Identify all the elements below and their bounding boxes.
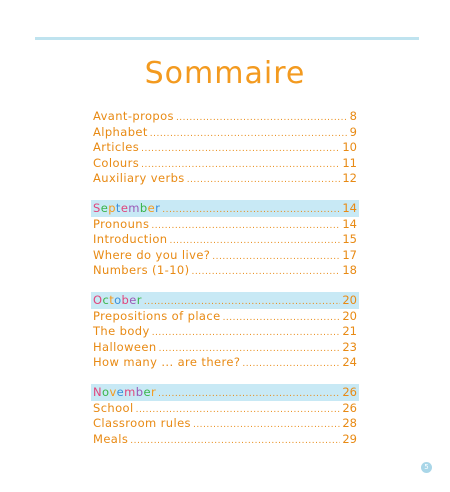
dot-leader <box>130 434 340 450</box>
dot-leader <box>212 250 340 266</box>
entry-label: Where do you live? <box>93 247 211 262</box>
page-ref: 17 <box>342 247 357 262</box>
toc-entry[interactable] <box>91 125 359 141</box>
toc-entry[interactable] <box>91 109 359 125</box>
month-label: October <box>93 292 142 307</box>
entry-label: Articles <box>93 140 140 154</box>
toc-entry[interactable] <box>91 340 359 356</box>
toc-month-header[interactable] <box>91 384 359 401</box>
dot-leader <box>151 219 340 235</box>
toc-entry[interactable] <box>91 309 359 325</box>
entry-label: Numbers (1-10) <box>93 263 190 277</box>
entry-label: Prepositions of place <box>93 308 221 323</box>
page-ref: 28 <box>342 416 357 430</box>
toc-month-header[interactable] <box>91 292 359 309</box>
page-ref: 14 <box>342 200 357 215</box>
page-ref: 23 <box>342 339 357 354</box>
toc-entry[interactable] <box>91 324 359 340</box>
toc-entry[interactable] <box>91 432 359 448</box>
entry-label: Auxiliary verbs <box>93 171 185 185</box>
entry-label: Meals <box>93 431 129 446</box>
toc-entry[interactable] <box>91 248 359 264</box>
dot-leader <box>187 173 341 189</box>
page-ref: 26 <box>342 400 357 415</box>
page-ref: 14 <box>342 216 357 231</box>
page-ref: 21 <box>342 324 357 338</box>
dot-leader <box>193 418 340 434</box>
page-ref: 29 <box>342 431 357 446</box>
entry-label: Alphabet <box>93 124 148 139</box>
dot-leader <box>158 386 340 403</box>
entry-label: School <box>93 400 134 415</box>
page-ref: 20 <box>342 292 357 307</box>
entry-label: How many ... are there? <box>93 355 241 369</box>
page-ref: 24 <box>342 355 357 369</box>
month-label: September <box>93 200 161 215</box>
page-ref: 18 <box>342 263 357 277</box>
toc-entry[interactable] <box>91 401 359 417</box>
toc-entry[interactable] <box>91 416 359 432</box>
table-of-contents <box>91 109 359 460</box>
page-ref: 11 <box>342 155 357 170</box>
toc-entry[interactable] <box>91 232 359 248</box>
page-ref: 9 <box>349 124 357 139</box>
entry-label: Halloween <box>93 339 157 354</box>
page-ref: 8 <box>349 109 357 123</box>
toc-month-section <box>91 200 359 279</box>
toc-entry[interactable] <box>91 171 359 187</box>
entry-label: Pronouns <box>93 216 150 231</box>
dot-leader <box>152 326 341 342</box>
page-ref: 20 <box>342 308 357 323</box>
toc-month-section <box>91 292 359 371</box>
entry-label: Avant-propos <box>93 109 174 123</box>
toc-entry[interactable] <box>91 355 359 371</box>
page-title: Sommaire <box>144 56 306 91</box>
dot-leader <box>192 265 341 281</box>
page-ref: 26 <box>342 384 357 399</box>
toc-month-section <box>91 384 359 448</box>
dot-leader <box>242 357 340 373</box>
entry-label: Colours <box>93 155 140 170</box>
page-ref: 15 <box>342 232 357 246</box>
page-ref: 12 <box>342 171 357 185</box>
toc-entry[interactable] <box>91 263 359 279</box>
entry-label: Classroom rules <box>93 416 191 430</box>
toc-month-header[interactable] <box>91 200 359 217</box>
month-label: November <box>93 384 157 399</box>
page-ref: 10 <box>342 140 357 154</box>
dot-leader <box>223 311 341 327</box>
entry-label: Introduction <box>93 232 168 246</box>
dot-leader <box>162 202 340 219</box>
toc-entry[interactable] <box>91 156 359 172</box>
dot-leader <box>150 127 348 143</box>
toc-intro-group <box>91 109 359 187</box>
top-divider <box>35 37 419 40</box>
toc-entry[interactable] <box>91 140 359 156</box>
entry-label: The body <box>93 324 150 338</box>
toc-entry[interactable] <box>91 217 359 233</box>
page-number-badge: 5 <box>421 462 432 473</box>
dot-leader <box>141 142 340 158</box>
dot-leader <box>176 111 348 127</box>
